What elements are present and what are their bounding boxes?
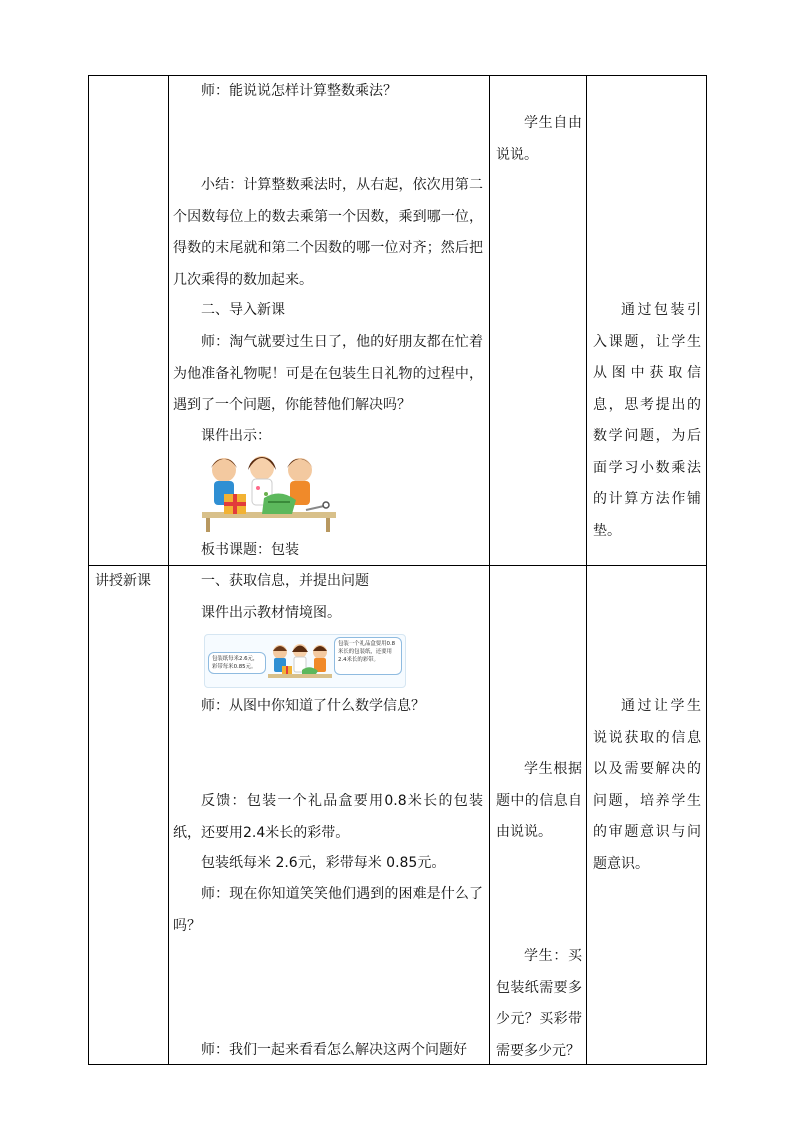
teacher-intro-story: 师：淘气就要过生日了，他的好朋友都在忙着为他准备礼物呢！可是在包装生日礼物的过程中，遇到了一个问题，你能替他们解决吗？ — [173, 334, 483, 413]
stage-label: 讲授新课 — [95, 573, 151, 589]
board-topic: 板书课题：包装 — [201, 542, 299, 558]
section-heading-info: 一、获取信息，并提出问题 — [201, 573, 369, 589]
teacher-transition: 师：我们一起来看看怎么解决这两个问题好 — [201, 1042, 467, 1058]
courseware-label: 课件出示： — [201, 428, 271, 444]
teacher-question-difficulty: 师：现在你知道笑笑他们遇到的困难是什么了吗？ — [173, 886, 483, 934]
student-answer: 学生：买包装纸需要多少元？买彩带需要多少元？ — [496, 948, 582, 1059]
scene-bubble-lengths: 包装一个礼品盒要用0.8米长的包装纸，还要用2.4米长的彩带。 — [334, 637, 402, 675]
section-heading-intro: 二、导入新课 — [201, 302, 285, 318]
price-info: 包装纸每米 2.6元，彩带每米 0.85元。 — [201, 855, 446, 871]
design-intent-2: 通过让学生说说获取的信息以及需要解决的问题，培养学生的审题意识与问题意识。 — [593, 698, 701, 872]
teacher-question-info: 师：从图中你知道了什么数学信息？ — [201, 698, 425, 714]
row-divider — [89, 565, 706, 566]
scene-children-icon — [268, 640, 332, 686]
children-wrapping-gift-illustration — [202, 448, 336, 534]
scene-bubble-prices: 包装纸每米2.6元，彩带每米0.85元。 — [208, 652, 266, 674]
teacher-summary: 小结：计算整数乘法时，从右起，依次用第二个因数每位上的数去乘第一个因数，乘到哪一位，得数的末尾就和第二个因数的哪一位对齐；然后把几次乘得的数加起来。 — [173, 177, 483, 288]
courseware-scene-label: 课件出示教材情境图。 — [201, 605, 341, 621]
textbook-scene-illustration — [204, 634, 406, 688]
student-activity-2: 学生根据题中的信息自由说说。 — [496, 761, 582, 840]
column-divider — [586, 76, 587, 1064]
column-divider — [168, 76, 169, 1064]
column-divider — [489, 76, 490, 1064]
design-intent-1: 通过包装引入课题，让学生从图中获取信息，思考提出的数学问题，为后面学习小数乘法的计算方法作铺垫。 — [593, 302, 701, 539]
feedback-info: 反馈：包装一个礼品盒要用0.8米长的包装纸，还要用2.4米长的彩带。 — [173, 793, 483, 841]
teacher-question-integer-mult: 师：能说说怎样计算整数乘法？ — [201, 83, 397, 99]
student-activity-1: 学生自由说说。 — [496, 115, 582, 163]
